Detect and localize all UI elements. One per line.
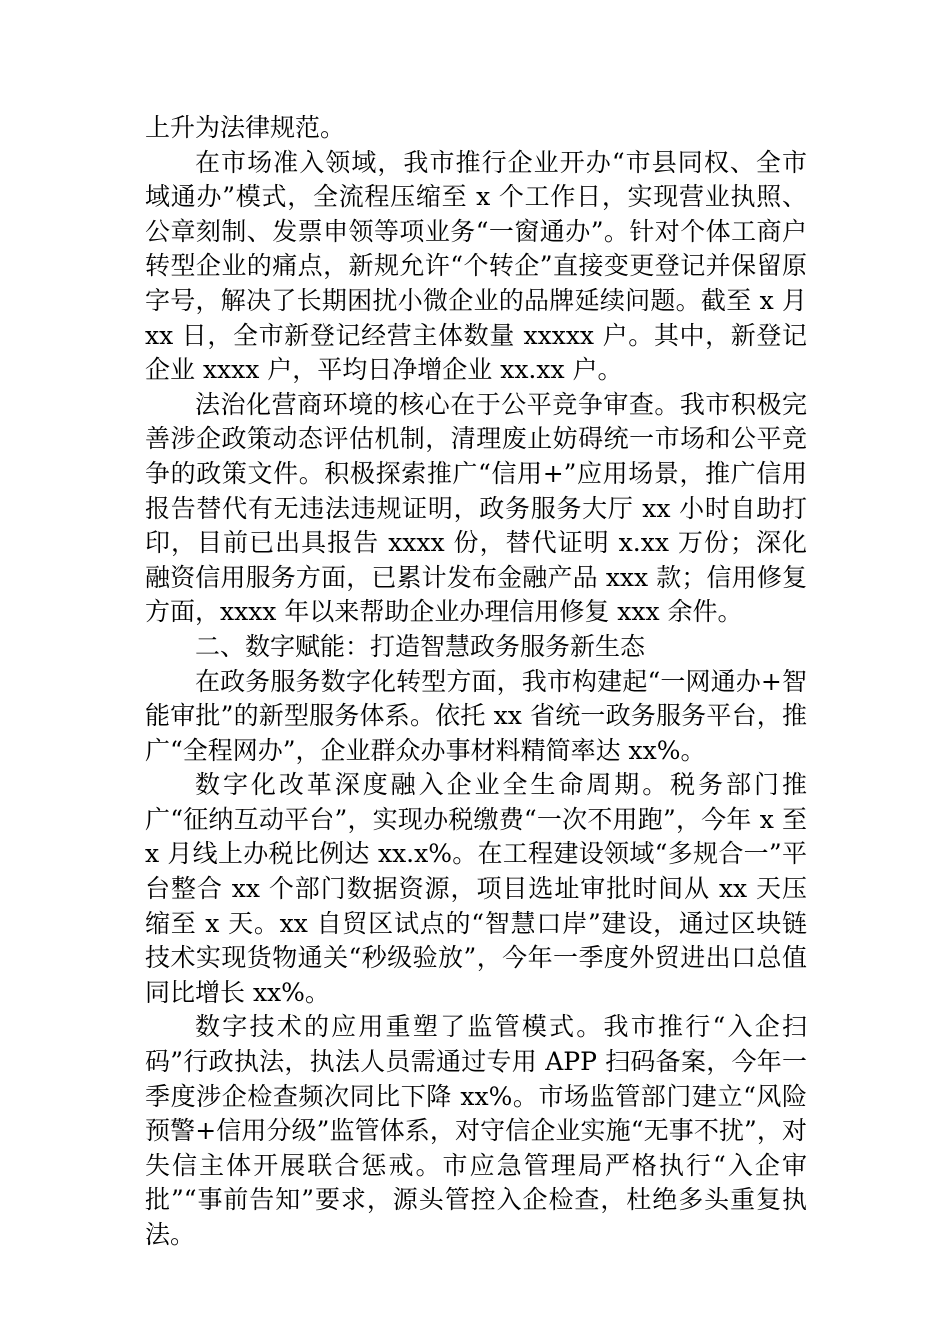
section-heading-digital: 二、数字赋能：打造智慧政务服务新生态 bbox=[195, 631, 646, 661]
paragraph-market-access: 在市场准入领域，我市推行企业开办“市县同权、全市域通办”模式，全流程压缩至 x 个工作日，实现营业执照、公章刻制、发票申领等项业务“一窗通办”。针对个体工商户转型企业的痛点，新规允许“个转企”直接变更登记并保留原字号，解决了长期困扰小微企业的品牌延续问题。截至 x 月 xx 日，全市新登记经营主体数量 xxxxx 户。其中，新登记企业 xxxx 户，平均日净增企业 xx.xx 户。 bbox=[145, 147, 807, 385]
paragraph-digital-lifecycle: 数字化改革深度融入企业全生命周期。税务部门推广“征纳互动平台”，实现办税缴费“一次不用跑”，今年 x 至 x 月线上办税比例达 xx.x%。在工程建设领域“多规合一”平台整合 xx 个部门数据资源，项目选址审批时间从 xx 天压缩至 x 天。xx 自贸区试点的“智慧口岸”建设，通过区块链技术实现货物通关“秒级验放”，今年一季度外贸进出口总值同比增长 xx%。 bbox=[145, 770, 807, 1007]
document-body bbox=[145, 111, 807, 1253]
paragraph-digital-supervision: 数字技术的应用重塑了监管模式。我市推行“入企扫码”行政执法，执法人员需通过专用 APP 扫码备案，今年一季度涉企检查频次同比下降 xx%。市场监管部门建立“风险预警+信用分级”监管体系，对守信企业实施“无事不扰”，对失信主体开展联合惩戒。市应急管理局严格执行“入企审批”“事前告知”要求，源头管控入企检查，杜绝多头重复执法。 bbox=[145, 1012, 807, 1249]
paragraph-continuation: 上升为法律规范。 bbox=[145, 113, 346, 142]
paragraph-digital-government: 在政务服务数字化转型方面，我市构建起“一网通办+智能审批”的新型服务体系。依托 xx 省统一政务服务平台，推广“全程网办”，企业群众办事材料精简率达 xx%。 bbox=[145, 666, 807, 765]
paragraph-fair-competition: 法治化营商环境的核心在于公平竞争审查。我市积极完善涉企政策动态评估机制，清理废止妨碍统一市场和公平竞争的政策文件。积极探索推广“信用+”应用场景，推广信用报告替代有无违法违规证明，政务服务大厅 xx 小时自助打印，目前已出具报告 xxxx 份，替代证明 x.xx 万份；深化融资信用服务方面，已累计发布金融产品 xxx 款；信用修复方面，xxxx 年以来帮助企业办理信用修复 xxx 余件。 bbox=[145, 389, 807, 627]
